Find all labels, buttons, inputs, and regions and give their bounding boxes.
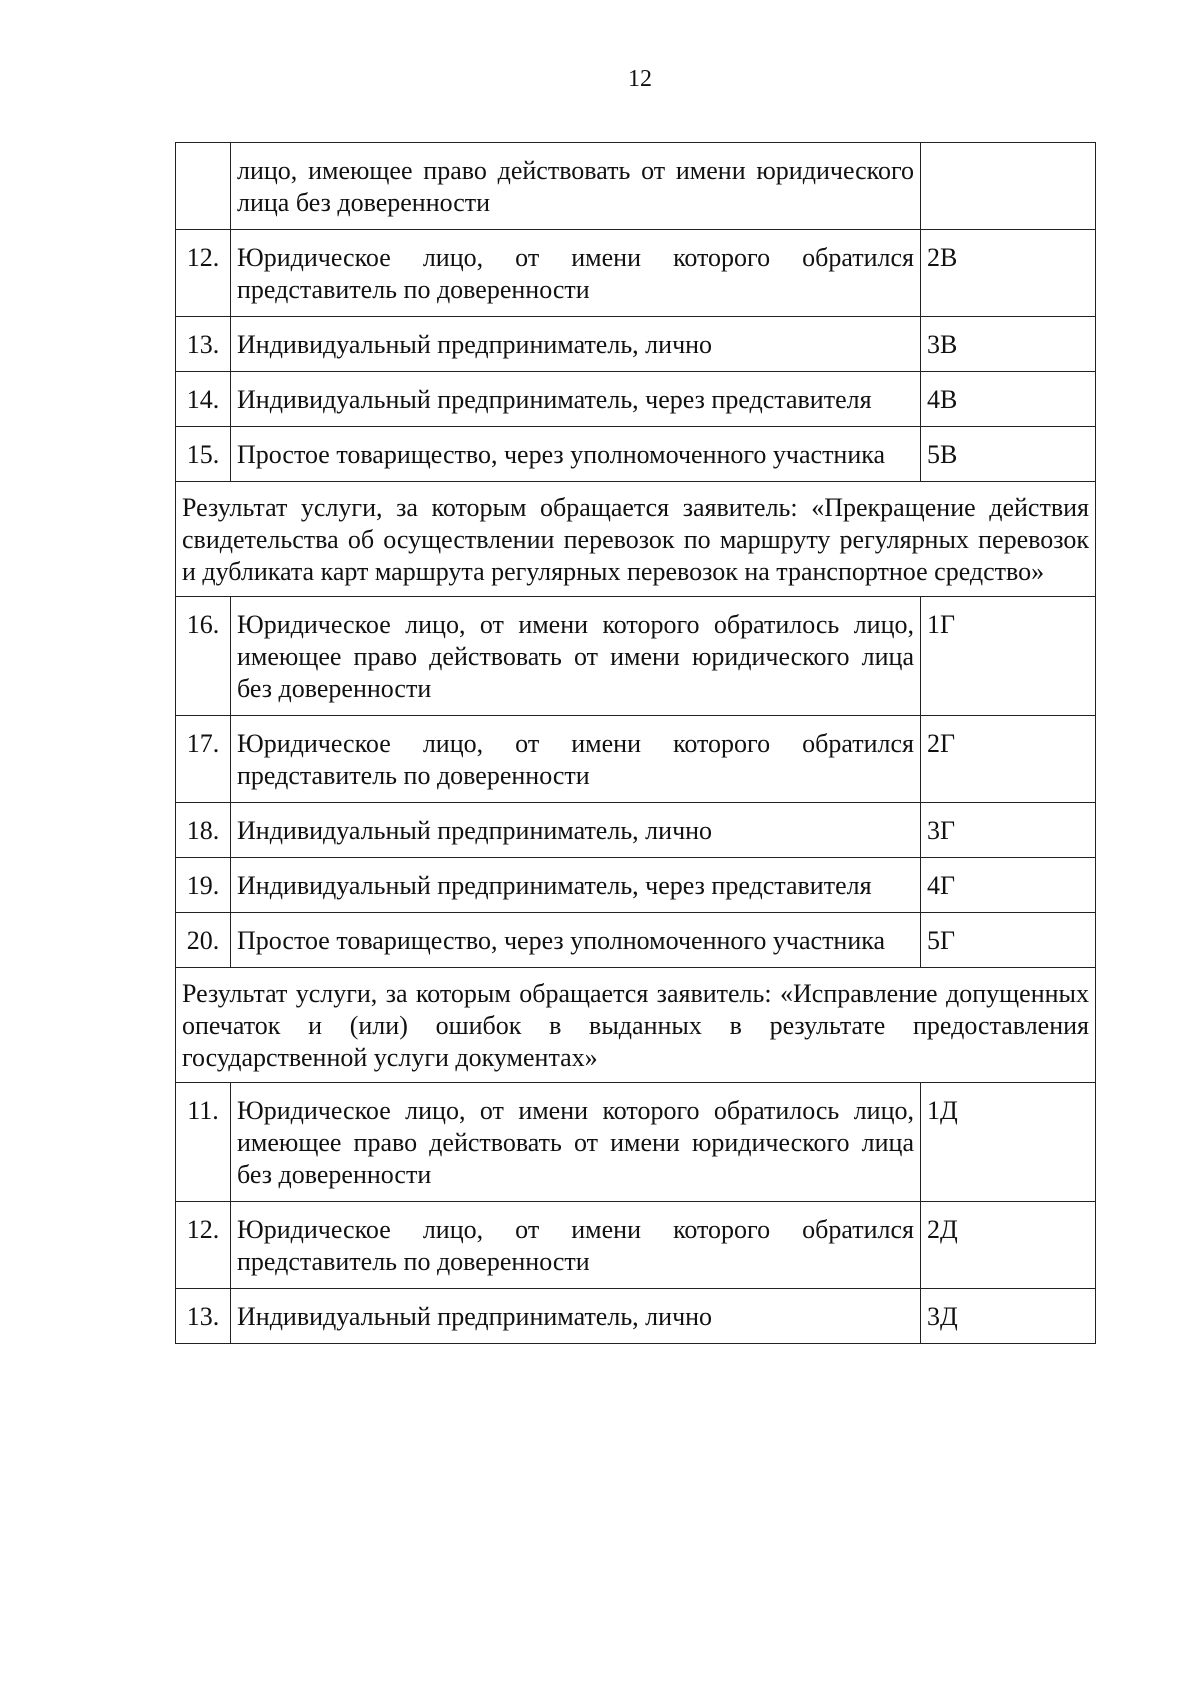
table-row	[176, 1289, 1096, 1344]
row-number: 13.	[176, 317, 231, 372]
row-code: 3Д	[921, 1289, 1096, 1344]
row-description: Юридическое лицо, от имени которого обратилось лицо, имеющее право действовать от имени юридического лица без доверенности	[231, 597, 921, 716]
row-description: Индивидуальный предприниматель, через представителя	[231, 858, 921, 913]
row-description: лицо, имеющее право действовать от имени юридического лица без доверенности	[231, 143, 921, 230]
page-number: 12	[628, 66, 652, 92]
row-number: 12.	[176, 1202, 231, 1289]
table-row	[176, 372, 1096, 427]
row-code: 2Г	[921, 716, 1096, 803]
row-code: 5Г	[921, 913, 1096, 968]
table-row	[176, 143, 1096, 230]
row-code	[921, 143, 1096, 230]
row-number: 16.	[176, 597, 231, 716]
section-header-row	[176, 482, 1096, 597]
table-row	[176, 597, 1096, 716]
row-code: 3В	[921, 317, 1096, 372]
row-description: Простое товарищество, через уполномоченного участника	[231, 913, 921, 968]
row-code: 3Г	[921, 803, 1096, 858]
row-number	[176, 143, 231, 230]
table-row	[176, 716, 1096, 803]
table-row	[176, 1083, 1096, 1202]
row-description: Индивидуальный предприниматель, лично	[231, 1289, 921, 1344]
row-number: 20.	[176, 913, 231, 968]
row-description: Юридическое лицо, от имени которого обратился представитель по доверенности	[231, 1202, 921, 1289]
row-number: 14.	[176, 372, 231, 427]
row-number: 12.	[176, 230, 231, 317]
row-code: 5В	[921, 427, 1096, 482]
row-code: 1Г	[921, 597, 1096, 716]
row-description: Юридическое лицо, от имени которого обратился представитель по доверенности	[231, 230, 921, 317]
row-code: 1Д	[921, 1083, 1096, 1202]
table-row	[176, 317, 1096, 372]
row-number: 11.	[176, 1083, 231, 1202]
row-description: Простое товарищество, через уполномоченного участника	[231, 427, 921, 482]
section-heading-termination: Результат услуги, за которым обращается заявитель: «Прекращение действия свидетельства об осуществлении перевозок по маршруту регулярных перевозок и дубликата карт маршрута регулярных перевозок на транспортное средство»	[176, 482, 1096, 597]
row-description: Индивидуальный предприниматель, через представителя	[231, 372, 921, 427]
row-code: 4Г	[921, 858, 1096, 913]
section-heading-correction: Результат услуги, за которым обращается заявитель: «Исправление допущенных опечаток и (или) ошибок в выданных в результате предоставления государственной услуги документах»	[176, 968, 1096, 1083]
row-description: Юридическое лицо, от имени которого обратилось лицо, имеющее право действовать от имени юридического лица без доверенности	[231, 1083, 921, 1202]
applicant-variants-table	[175, 142, 1096, 1344]
row-description: Юридическое лицо, от имени которого обратился представитель по доверенности	[231, 716, 921, 803]
row-code: 2В	[921, 230, 1096, 317]
table-row	[176, 913, 1096, 968]
row-number: 19.	[176, 858, 231, 913]
row-code: 4В	[921, 372, 1096, 427]
row-number: 18.	[176, 803, 231, 858]
table-row	[176, 427, 1096, 482]
row-number: 17.	[176, 716, 231, 803]
row-description: Индивидуальный предприниматель, лично	[231, 803, 921, 858]
row-number: 15.	[176, 427, 231, 482]
row-description: Индивидуальный предприниматель, лично	[231, 317, 921, 372]
row-number: 13.	[176, 1289, 231, 1344]
table-row	[176, 803, 1096, 858]
table-row	[176, 230, 1096, 317]
row-code: 2Д	[921, 1202, 1096, 1289]
table-row	[176, 1202, 1096, 1289]
section-header-row	[176, 968, 1096, 1083]
table-row	[176, 858, 1096, 913]
